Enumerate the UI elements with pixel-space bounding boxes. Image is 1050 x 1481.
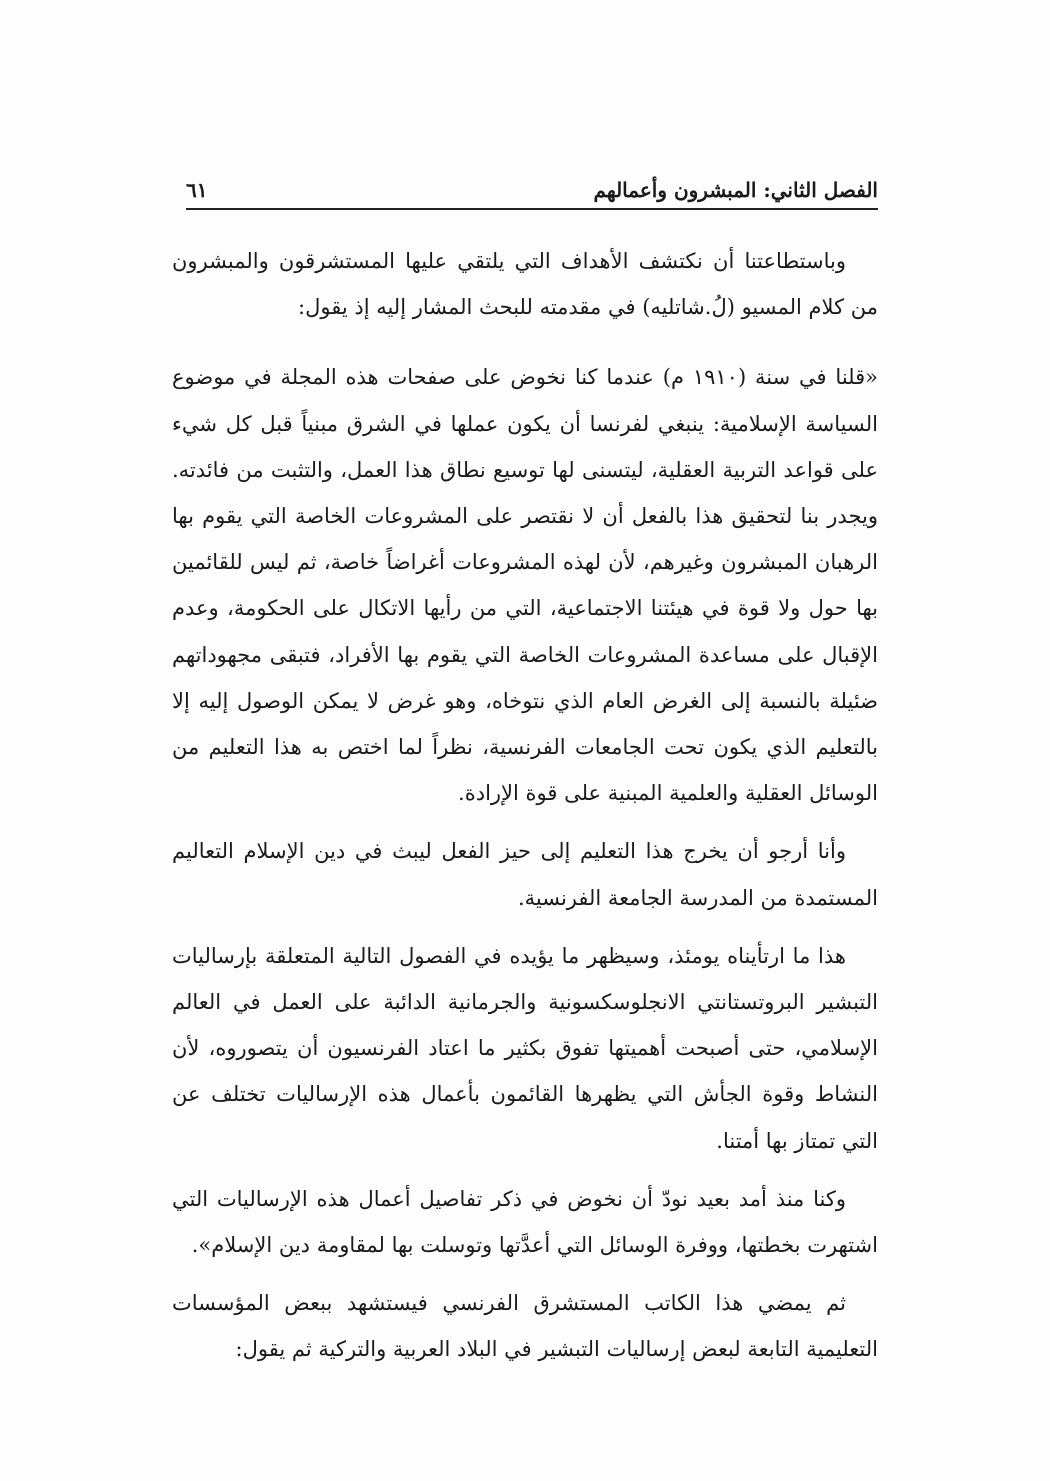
paragraph-closing: ثم يمضي هذا الكاتب المستشرق الفرنسي فيستشهد ببعض المؤسسات التعليمية التابعة لبعض إرساليات التبشير في البلاد العربية والتركية ثم يقول: [172,1291,878,1362]
header-rule [186,208,878,210]
paragraph-gap [172,921,878,933]
chapter-title: الفصل الثاني: المبشرون وأعمالهم [593,178,878,202]
paragraph-quote-hope: وأنا أرجو أن يخرج هذا التعليم إلى حيز الفعل ليبث في دين الإسلام التعاليم المستمدة من المدرسة الجامعة الفرنسية. [172,839,878,910]
paragraph-quote-missions: هذا ما ارتأيناه يومئذ، وسيظهر ما يؤيده في الفصول التالية المتعلقة بإرساليات التبشير البروتستانتي الانجلوسكسونية والجرمانية الدائبة على العمل في العالم الإسلامي، حتى أصبحت أهميتها تفوق بكثير ما اعتاد الفرنسيون أن يتصوروه، لأن النشاط وقوة الجأش التي يظهرها القائمون بأعمال هذه الإرساليات تختلف عن التي تمتاز بها أمتنا. [172,943,878,1153]
paragraph-gap [172,330,878,354]
running-head [186,172,878,208]
paragraph-quote-start: «قلنا في سنة (١٩١٠ م) عندما كنا نخوض على صفحات هذه المجلة في موضوع السياسة الإسلامية: ينبغي لفرنسا أن يكون عملها في الشرق مبنياً قبل كل شيء على قواعد التربية العقلية، ليتسنى لها توسيع نطاق هذا العمل، والتثبت من فائدته. ويجدر بنا لتحقيق هذا بالفعل أن لا نقتصر على المشروعات الخاصة التي يقوم بها الرهبان المبشرون وغيرهم، لأن لهذه المشروعات أغراضاً خاصة، ثم ليس للقائمين بها حول ولا قوة في هيئتنا الاجتماعية، التي من رأيها الاتكال على الحكومة، وعدم الإقبال على مساعدة المشروعات الخاصة التي يقوم بها الأفراد، فتبقى مجهوداتهم ضئيلة بالنسبة إلى الغرض العام الذي نتوخاه، وهو غرض لا يمكن الوصول إليه إلا بالتعليم الذي يكون تحت الجامعات الفرنسية، نظراً لما اختص به هذا التعليم من الوسائل العقلية والعلمية المبنية على قوة الإرادة. [172,365,878,806]
body-text [172,238,878,1373]
page-number: ٦١ [186,178,208,202]
paragraph-gap [172,816,878,828]
paragraph-intro: وباستطاعتنا أن نكتشف الأهداف التي يلتقي عليها المستشرقون والمبشرون من كلام المسيو (لُ.شاتليه) في مقدمته للبحث المشار إليه إذ يقول: [172,249,878,320]
paragraph-quote-end: وكنا منذ أمد بعيد نودّ أن نخوض في ذكر تفاصيل أعمال هذه الإرساليات التي اشتهرت بخطتها، ووفرة الوسائل التي أعدَّتها وتوسلت بها لمقاومة دين الإسلام». [172,1186,878,1258]
paragraph-gap [172,1268,878,1280]
paragraph-gap [172,1164,878,1176]
